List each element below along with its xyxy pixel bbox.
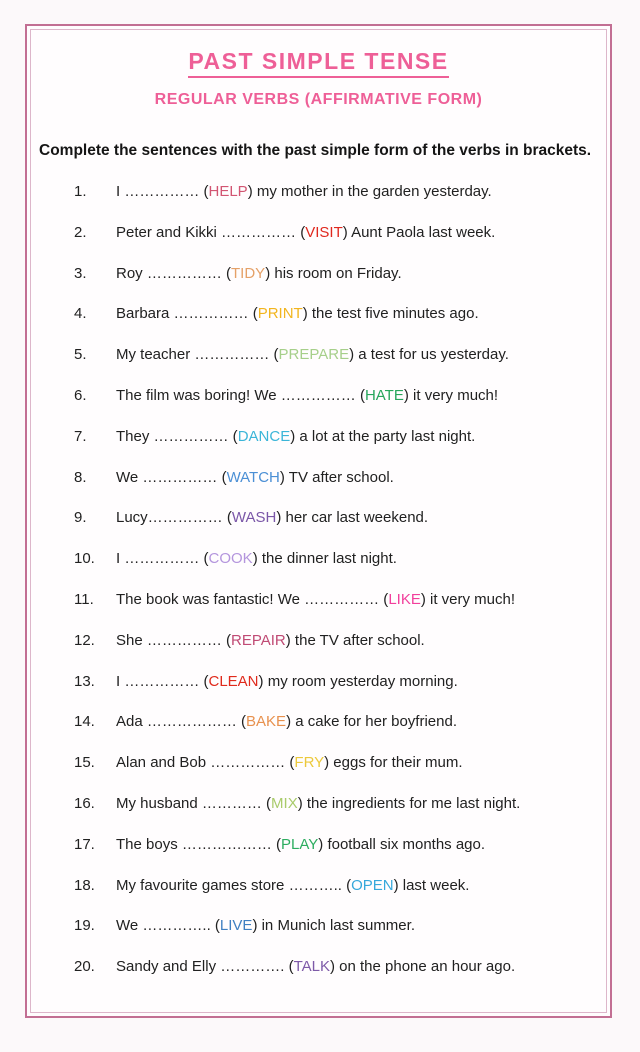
sentence-post: ) his room on Friday. [265,264,402,282]
verb-in-brackets: TIDY [231,264,266,282]
verb-in-brackets: OPEN [351,876,394,894]
sentence-post: ) a test for us yesterday. [349,346,509,364]
item-sentence [116,224,495,241]
verb-in-brackets: DANCE [237,427,291,445]
sentence-post: ) it very much! [403,386,499,404]
item-number: 13. [74,672,95,690]
item-sentence [116,387,498,404]
sentence-pre: I …………… ( [116,672,209,690]
item-number: 12. [74,631,95,649]
verb-in-brackets: CLEAN [208,672,259,690]
item-sentence [116,917,415,934]
sentence-pre: Peter and Kikki …………… ( [116,223,306,241]
item-number: 7. [74,427,87,445]
item-number: 9. [74,509,87,527]
item-number: 1. [74,183,87,200]
sentence-pre: I …………… ( [116,183,209,200]
sentence-pre: The book was fantastic! We …………… ( [116,590,389,608]
item-number: 11. [74,590,94,608]
verb-in-brackets: REPAIR [231,631,286,649]
exercise-item [74,877,596,896]
page-title: PAST SIMPLE TENSE [188,48,448,78]
sentence-post: ) my room yesterday morning. [258,672,458,690]
exercise-item [74,469,596,488]
verb-in-brackets: PLAY [281,835,319,853]
sentence-post: ) in Munich last summer. [252,917,415,935]
sentence-post: ) eggs for their mum. [324,754,463,772]
sentence-pre: Barbara …………… ( [116,305,258,323]
sentence-post: ) a cake for her boyfriend. [286,713,457,731]
exercise-item [74,836,596,855]
exercise-item [74,754,596,773]
sentence-post: ) her car last weekend. [276,509,429,527]
verb-in-brackets: HATE [364,386,404,404]
exercise-list [31,183,606,977]
verb-in-brackets: FRY [294,754,325,772]
item-number: 20. [74,958,95,976]
sentence-post: ) my mother in the garden yesterday. [247,183,492,200]
sentence-post: ) last week. [393,876,470,894]
sentence-pre: My teacher …………… ( [116,346,279,364]
item-sentence [116,346,509,363]
verb-in-brackets: VISIT [305,223,343,241]
sentence-pre: They …………… ( [116,427,238,445]
sentence-post: ) the ingredients for me last night. [297,794,521,812]
sentence-post: ) football six months ago. [318,835,486,853]
item-sentence [116,591,515,608]
exercise-item [74,713,596,732]
sentence-pre: I …………… ( [116,550,209,568]
exercise-item [74,917,596,936]
item-number: 15. [74,754,95,772]
sentence-post: ) TV after school. [279,468,394,486]
sentence-post: ) the dinner last night. [252,550,397,568]
exercise-item [74,346,596,365]
exercise-item [74,591,596,610]
sentence-pre: The boys ……………… ( [116,835,282,853]
item-number: 16. [74,794,95,812]
page-title-wrap [31,48,606,78]
sentence-pre: Lucy…………… ( [116,509,232,527]
exercise-item [74,265,596,284]
sentence-pre: Roy …………… ( [116,264,232,282]
sentence-pre: Ada ……………… ( [116,713,247,731]
sentence-pre: Sandy and Elly …………. ( [116,958,294,976]
item-sentence [116,428,475,445]
item-sentence [116,509,428,526]
sentence-pre: The film was boring! We …………… ( [116,386,365,404]
item-sentence [116,795,520,812]
sentence-pre: Alan and Bob …………… ( [116,754,295,772]
instruction-text: Complete the sentences with the past simple form of the verbs in brackets. [39,142,592,159]
verb-in-brackets: COOK [208,550,253,568]
verb-in-brackets: HELP [208,183,248,200]
item-number: 4. [74,305,87,323]
item-number: 5. [74,346,87,364]
item-sentence [116,673,458,690]
item-sentence [116,469,394,486]
item-sentence [116,305,479,322]
verb-in-brackets: LIVE [219,917,253,935]
verb-in-brackets: LIKE [388,590,421,608]
sentence-pre: We …………… ( [116,468,227,486]
item-number: 3. [74,264,87,282]
sentence-post: ) a lot at the party last night. [290,427,476,445]
verb-in-brackets: TALK [293,958,330,976]
item-sentence [116,754,463,771]
item-number: 2. [74,223,87,241]
item-sentence [116,550,397,567]
verb-in-brackets: PRINT [257,305,303,323]
exercise-item [74,224,596,243]
sentence-post: ) Aunt Paola last week. [342,223,496,241]
worksheet-card-inner-border [30,29,607,1013]
exercise-item [74,305,596,324]
item-sentence [116,958,515,975]
exercise-item [74,428,596,447]
item-sentence [116,836,485,853]
sentence-post: ) it very much! [420,590,516,608]
sentence-pre: She …………… ( [116,631,232,649]
item-number: 10. [74,550,95,568]
item-sentence [116,713,457,730]
verb-in-brackets: MIX [271,794,298,812]
exercise-item [74,550,596,569]
sentence-post: ) the test five minutes ago. [302,305,479,323]
item-number: 18. [74,876,95,894]
item-sentence [116,632,425,649]
exercise-item [74,183,596,202]
verb-in-brackets: BAKE [246,713,287,731]
exercise-item [74,387,596,406]
sentence-post: ) on the phone an hour ago. [329,958,516,976]
item-sentence [116,877,469,894]
exercise-item [74,632,596,651]
exercise-item [74,509,596,528]
verb-in-brackets: WATCH [226,468,280,486]
sentence-pre: My husband ………… ( [116,794,272,812]
sentence-pre: We ………….. ( [116,917,220,935]
exercise-item [74,958,596,977]
page-subtitle: REGULAR VERBS (AFFIRMATIVE FORM) [154,91,483,108]
verb-in-brackets: WASH [231,509,277,527]
item-number: 6. [74,386,87,404]
sentence-post: ) the TV after school. [285,631,425,649]
item-number: 17. [74,835,95,853]
worksheet-card [25,24,612,1018]
exercise-item [74,795,596,814]
item-sentence [116,183,492,200]
verb-in-brackets: PREPARE [278,346,350,364]
item-number: 8. [74,468,87,486]
sentence-pre: My favourite games store ……….. ( [116,876,352,894]
item-number: 14. [74,713,95,731]
item-number: 19. [74,917,95,935]
exercise-item [74,673,596,692]
item-sentence [116,265,402,282]
